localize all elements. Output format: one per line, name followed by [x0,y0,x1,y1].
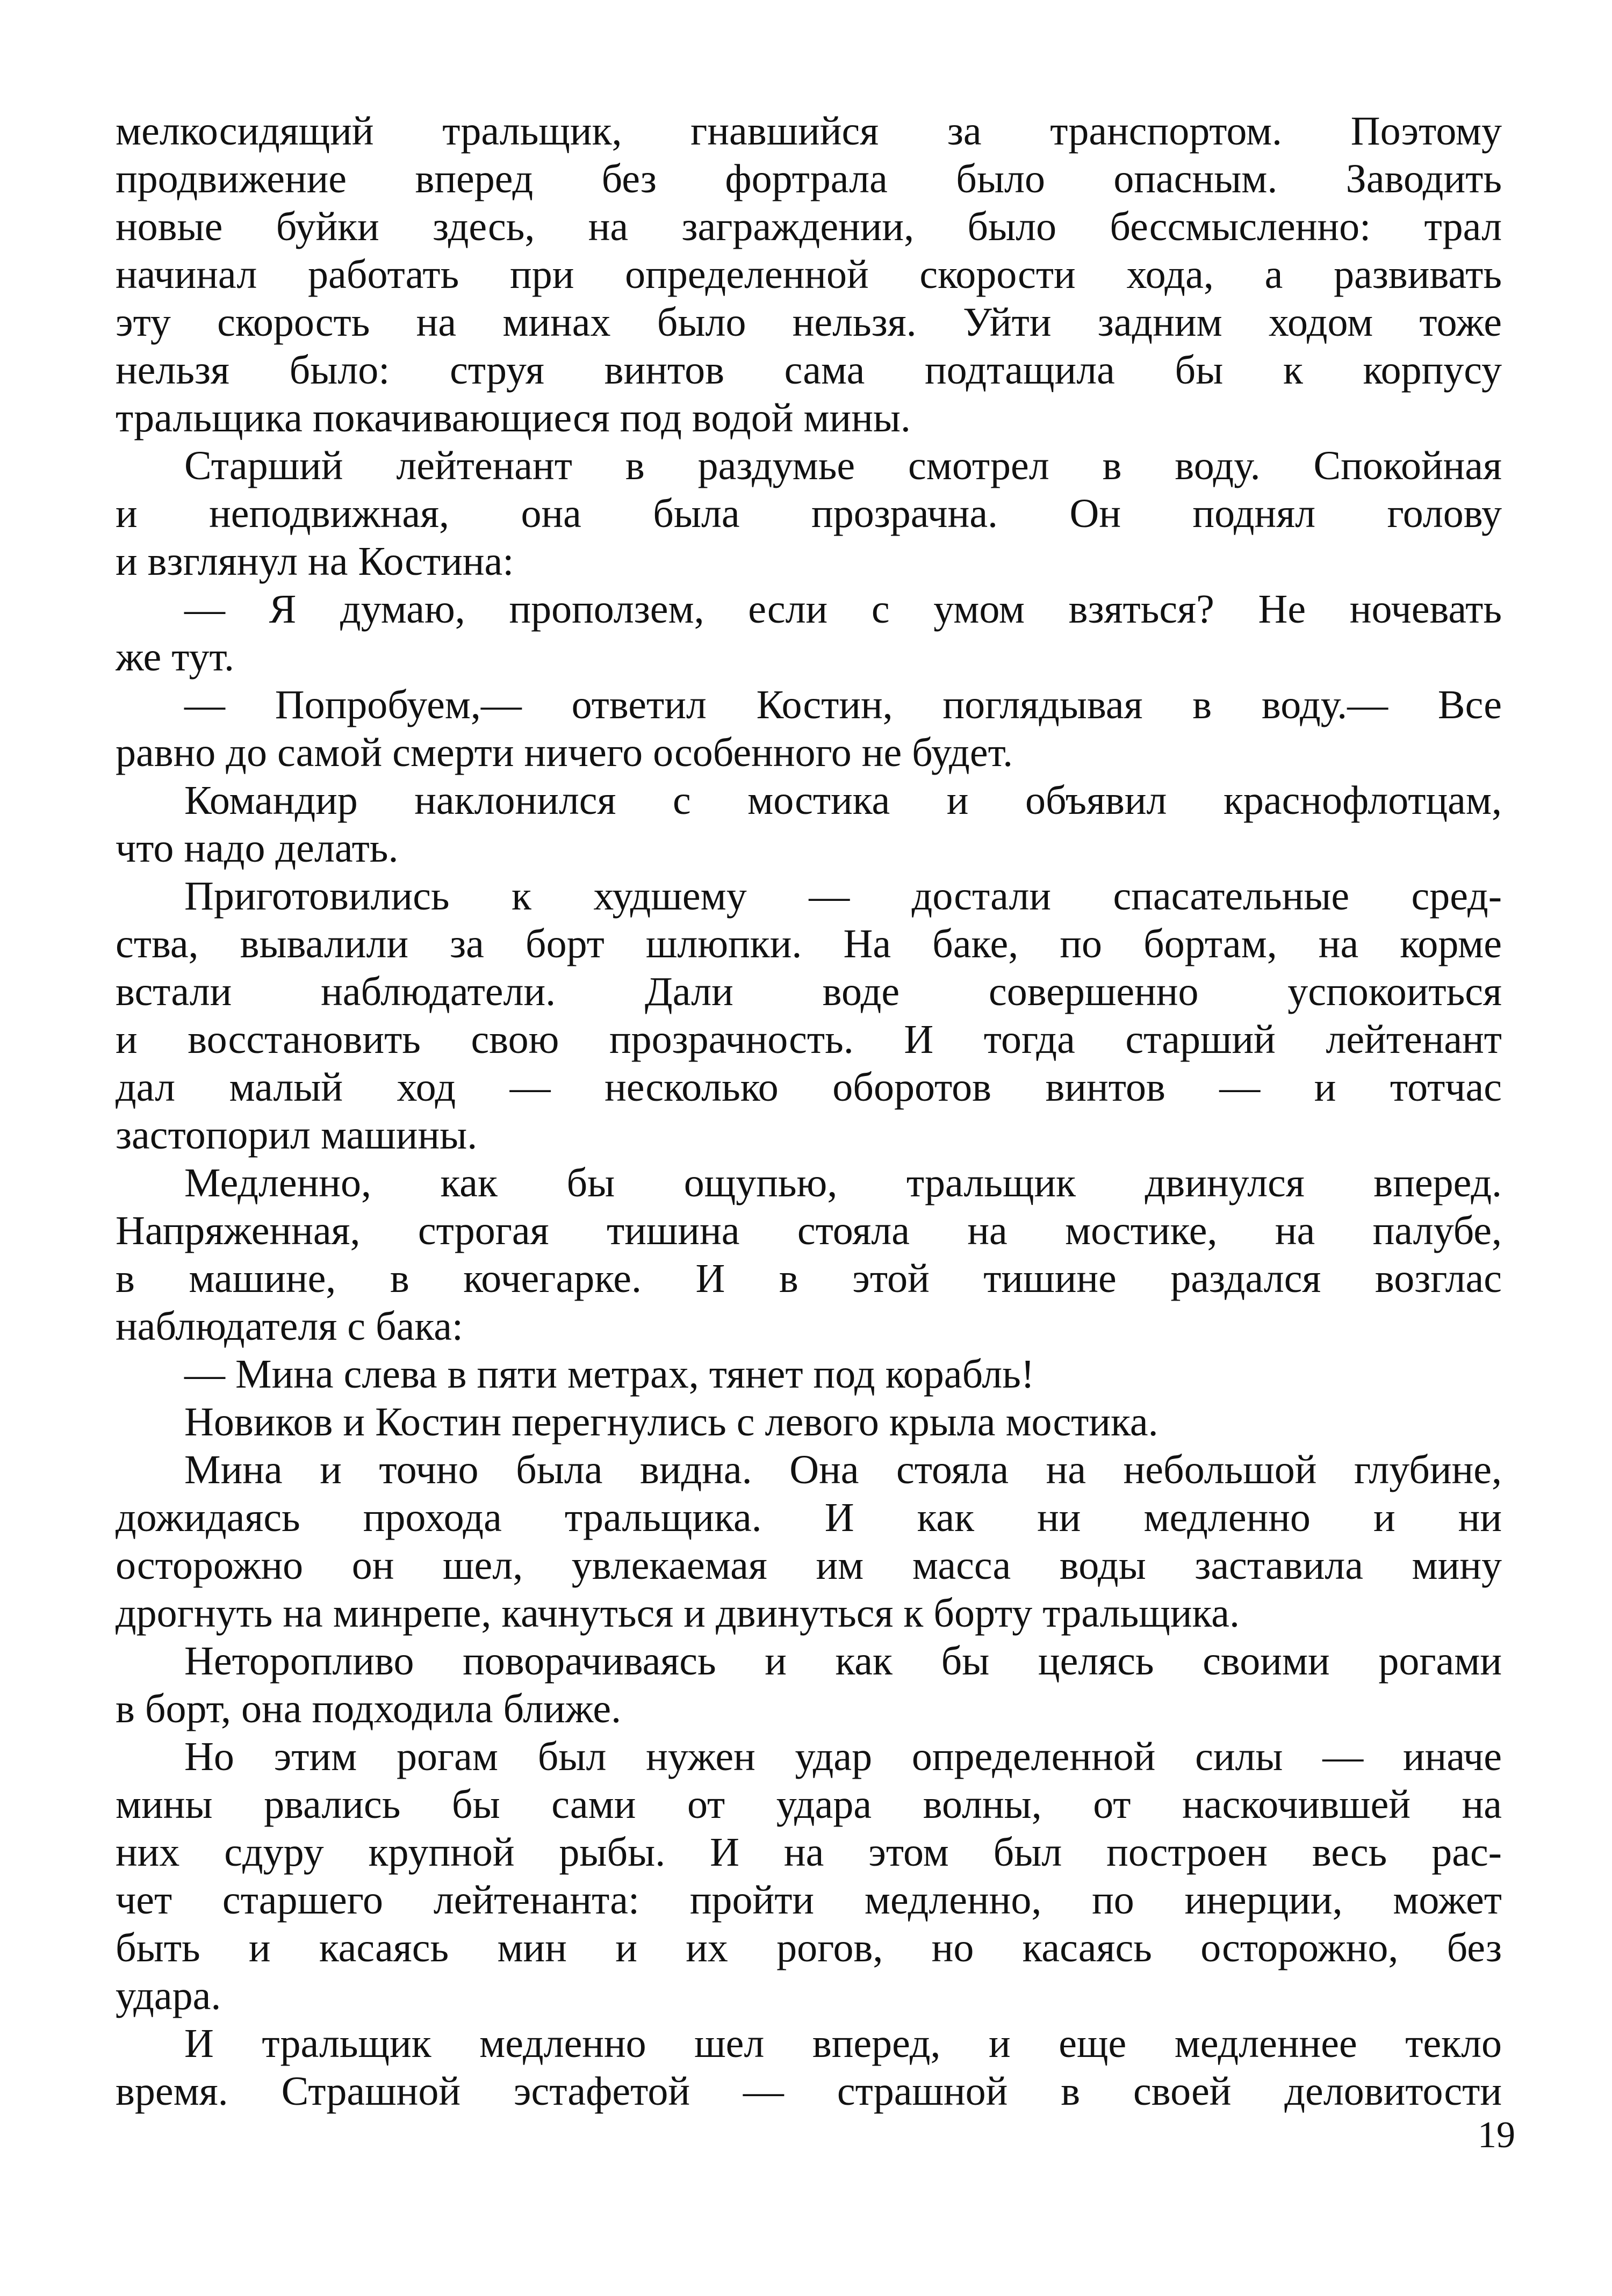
text-line: тральщика покачивающиеся под водой мины. [116,395,911,441]
text-line: время. Страшной эстафетой — страшной в своей деловитости [116,2069,1502,2114]
text-line: Новиков и Костин перегнулись с левого крыла мостика. [184,1399,1158,1445]
text-line: мины рвались бы сами от удара волны, от наскочившей на [116,1782,1502,1827]
text-line: чет старшего лейтенанта: пройти медленно, по инерции, может [116,1878,1502,1923]
text-line: И тральщик медленно шел вперед, и еще медленнее текло [184,2021,1502,2066]
text-line: осторожно он шел, увлекаемая им масса воды заставила мину [116,1543,1502,1588]
body-text [116,107,1502,2116]
text-line: новые буйки здесь, на заграждении, было бессмысленно: трал [116,204,1502,249]
text-line: дожидаясь прохода тральщика. И как ни медленно и ни [116,1495,1502,1540]
text-line: Но этим рогам был нужен удар определенной силы — иначе [184,1734,1502,1779]
text-line: продвижение вперед без фортрала было опасным. Заводить [116,156,1502,201]
text-line: Медленно, как бы ощупью, тральщик двинулся вперед. [184,1160,1502,1205]
text-line: нельзя было: струя винтов сама подтащила бы к корпусу [116,348,1502,393]
text-line: Приготовились к худшему — достали спасательные сред- [184,873,1502,919]
page-number: 19 [1478,2114,1515,2156]
text-line: удара. [116,1973,221,2018]
text-line: застопорил машины. [116,1113,478,1158]
text-line: Мина и точно была видна. Она стояла на небольшой глубине, [184,1447,1502,1492]
text-line: них сдуру крупной рыбы. И на этом был построен весь рас- [116,1830,1502,1875]
text-line: равно до самой смерти ничего особенного не будет. [116,730,1013,775]
text-line: Старший лейтенант в раздумье смотрел в воду. Спокойная [184,443,1502,488]
text-line: что надо делать. [116,826,399,871]
text-line: же тут. [116,634,234,680]
text-line: в борт, она подходила ближе. [116,1686,622,1731]
text-line: и взглянул на Костина: [116,539,514,584]
text-line: ства, вывалили за борт шлюпки. На баке, по бортам, на корме [116,921,1502,966]
text-line: — Мина слева в пяти метрах, тянет под корабль! [184,1352,1035,1397]
text-line: Напряженная, строгая тишина стояла на мостике, на палубе, [116,1208,1502,1253]
text-line: Командир наклонился с мостика и объявил краснофлотцам, [184,778,1502,823]
text-line: и неподвижная, она была прозрачна. Он поднял голову [116,491,1502,536]
text-line: дрогнуть на минрепе, качнуться и двинуться к борту тральщика. [116,1591,1240,1636]
text-line: в машине, в кочегарке. И в этой тишине раздался возглас [116,1256,1502,1301]
text-line: мелкосидящий тральщик, гнавшийся за транспортом. Поэтому [116,109,1502,154]
text-line: начинал работать при определенной скорости хода, а развивать [116,252,1502,297]
text-line: наблюдателя с бака: [116,1304,464,1349]
text-line: дал малый ход — несколько оборотов винтов — и тотчас [116,1065,1502,1110]
text-line: и восстановить свою прозрачность. И тогда старший лейтенант [116,1017,1502,1062]
text-line: — Попробуем,— ответил Костин, поглядывая в воду.— Все [184,682,1502,727]
text-line: быть и касаясь мин и их рогов, но касаясь осторожно, без [116,1925,1502,1970]
text-line: эту скорость на минах было нельзя. Уйти задним ходом тоже [116,300,1502,345]
text-line: — Я думаю, проползем, если с умом взяться? Не ночевать [184,587,1502,632]
text-line: Неторопливо поворачиваясь и как бы целясь своими рогами [184,1638,1502,1684]
text-line: встали наблюдатели. Дали воде совершенно успокоиться [116,969,1502,1014]
